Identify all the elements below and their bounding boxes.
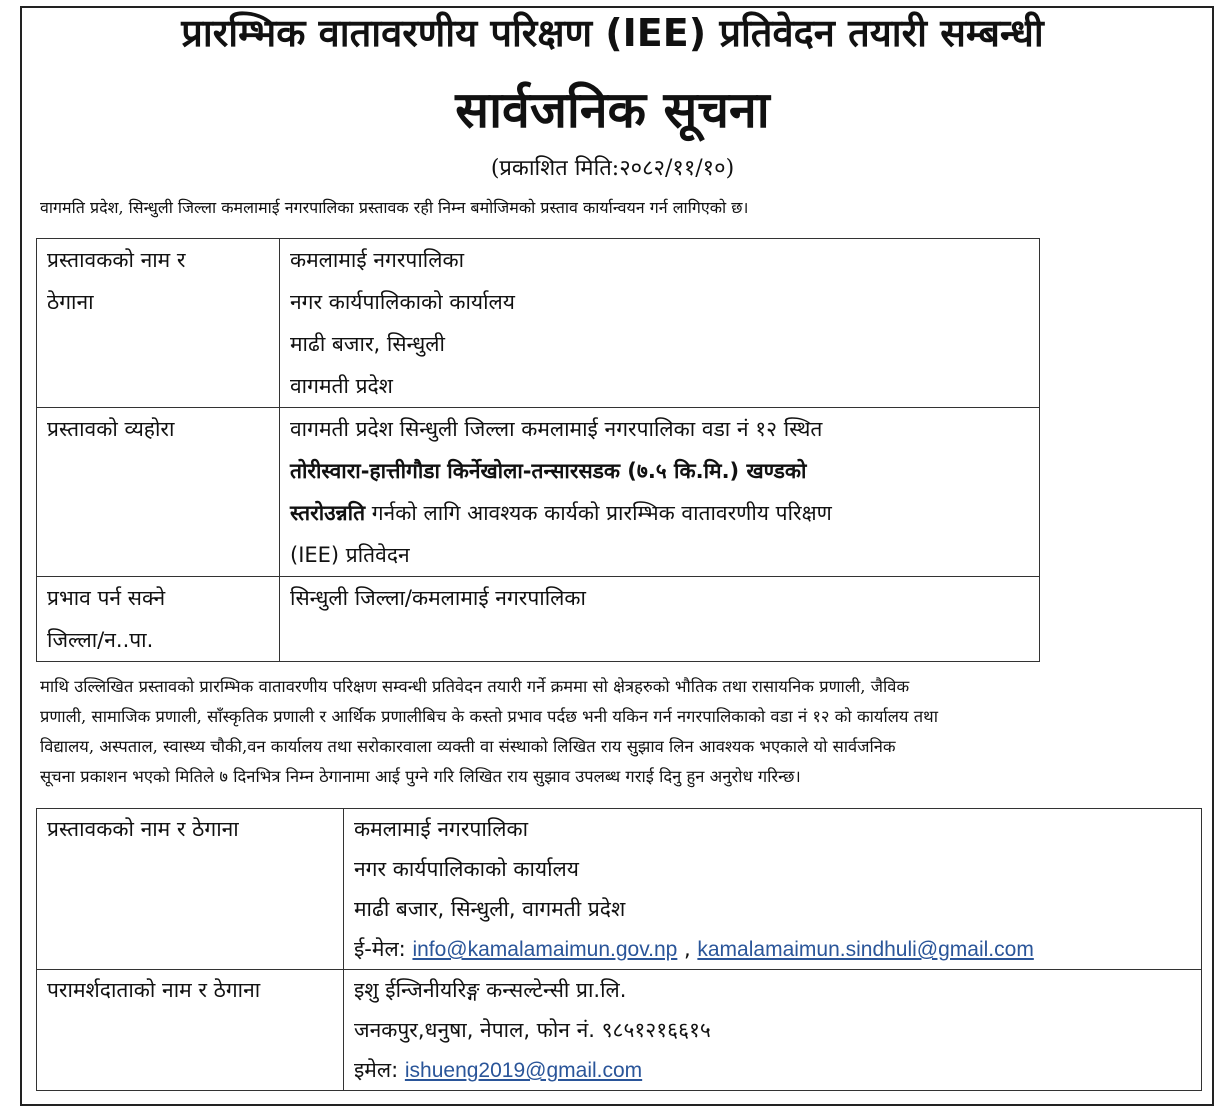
intro-text: वागमति प्रदेश, सिन्धुली जिल्ला कमलामाई नगरपालिका प्रस्तावक रही निम्न बमोजिमको प्रस्ताव कार्यान्वयन गर्न लागिएको छ।	[40, 198, 749, 217]
paragraph-line: सूचना प्रकाशन भएको मितिले ७ दिनभित्र निम्न ठेगानामा आई पुग्ने गरि लिखित राय सुझाव उपलब्ध गराई दिनु हुन अनुरोध गरिन्छ।	[40, 767, 801, 786]
email-link[interactable]: info@kamalamaimun.gov.np	[412, 938, 678, 961]
proposal-table	[36, 238, 1040, 662]
email-label: इमेल:	[354, 1058, 399, 1082]
proposer-province: वागमती प्रदेश	[290, 374, 393, 398]
proposer-office: नगर कार्यपालिकाको कार्यालय	[290, 290, 515, 314]
proposer-office: नगर कार्यपालिकाको कार्यालय	[354, 857, 579, 881]
affected-label: जिल्ला/न..पा.	[47, 628, 154, 652]
table-row	[37, 577, 1040, 662]
email-link[interactable]: kamalamaimun.sindhuli@gmail.com	[697, 938, 1034, 961]
proposer-contact-label-cell	[37, 809, 344, 970]
consultant-address: जनकपुर,धनुषा, नेपाल, फोन नं. ९८५१२१६६१५	[354, 1018, 711, 1042]
paragraph-line: विद्यालय, अस्पताल, स्वास्थ्य चौकी,वन कार्यालय तथा सरोकारवाला व्यक्ती वा संस्थाको लिखित राय सुझाव लिन आवश्यक भएकाले यो सार्वजनिक	[40, 737, 896, 756]
email-separator: ,	[677, 937, 698, 961]
email-label: ई-मेल:	[354, 937, 406, 961]
affected-label-cell	[37, 577, 280, 662]
notice-paragraph	[40, 672, 1200, 792]
table-row	[37, 239, 1040, 408]
published-date: (प्रकाशित मिति:२०८२/११/१०)	[490, 156, 735, 181]
proposal-text: गर्नको लागि आवश्यक कार्यको प्रारम्भिक वातावरणीय परिक्षण	[365, 501, 832, 525]
proposer-label: प्रस्तावकको नाम र	[47, 248, 186, 272]
proposer-label: ठेगाना	[47, 290, 94, 314]
affected-label: प्रभाव पर्न सक्ने	[47, 586, 166, 610]
proposal-text: (IEE) प्रतिवेदन	[290, 543, 410, 567]
paragraph-line: प्रणाली, सामाजिक प्रणाली, साँस्कृतिक प्रणाली र आर्थिक प्रणालीबिच के कस्तो प्रभाव पर्दछ भनी यकिन गर्न नगरपालिकाको वडा नं १२ को कार्यालय तथा	[40, 707, 938, 726]
paragraph-line: माथि उल्लिखित प्रस्तावको प्रारम्भिक वातावरणीय परिक्षण सम्वन्धी प्रतिवेदन तयारी गर्ने क्रममा सो क्षेत्रहरुको भौतिक तथा रासायनिक प्रणाली, जैविक	[40, 677, 910, 696]
affected-area: सिन्धुली जिल्ला/कमलामाई नगरपालिका	[290, 586, 586, 610]
table-row	[37, 970, 1202, 1091]
consultant-label-cell	[37, 970, 344, 1091]
proposer-value-cell	[280, 239, 1040, 408]
consultant-value-cell	[344, 970, 1202, 1091]
notice-heading: सार्वजनिक सूचना	[455, 81, 770, 139]
email-link[interactable]: ishueng2019@gmail.com	[404, 1059, 643, 1082]
proposer-address: माढी बजार, सिन्धुली, वागमती प्रदेश	[354, 897, 626, 921]
contact-table	[36, 808, 1202, 1091]
proposer-address: माढी बजार, सिन्धुली	[290, 332, 445, 356]
proposer-name: कमलामाई नगरपालिका	[354, 817, 529, 841]
proposal-label-cell	[37, 408, 280, 577]
project-name: तोरीस्वारा-हात्तीगौडा किर्नेखोला-तन्सारसडक (७.५ कि.मि.) खण्डको	[290, 459, 807, 483]
proposer-name: कमलामाई नगरपालिका	[290, 248, 465, 272]
proposal-value-cell	[280, 408, 1040, 577]
consultant-name: इशु ईन्जिनीयरिङ्ग कन्सल्टेन्सी प्रा.लि.	[354, 978, 627, 1002]
consultant-label: परामर्शदाताको नाम र ठेगाना	[47, 978, 261, 1002]
proposal-label: प्रस्तावको व्यहोरा	[47, 417, 175, 441]
proposal-text: वागमती प्रदेश सिन्धुली जिल्ला कमलामाई नगरपालिका वडा नं १२ स्थित	[290, 417, 823, 441]
affected-value-cell	[280, 577, 1040, 662]
table-row	[37, 408, 1040, 577]
project-upgrade: स्तरोउन्नति	[290, 501, 366, 525]
notice-title: प्रारम्भिक वातावरणीय परिक्षण (IEE) प्रतिवेदन तयारी सम्बन्धी	[181, 11, 1044, 55]
proposer-label-cell	[37, 239, 280, 408]
table-row	[37, 809, 1202, 970]
proposer-contact-value-cell	[344, 809, 1202, 970]
proposer-contact-label: प्रस्तावकको नाम र ठेगाना	[47, 817, 239, 841]
